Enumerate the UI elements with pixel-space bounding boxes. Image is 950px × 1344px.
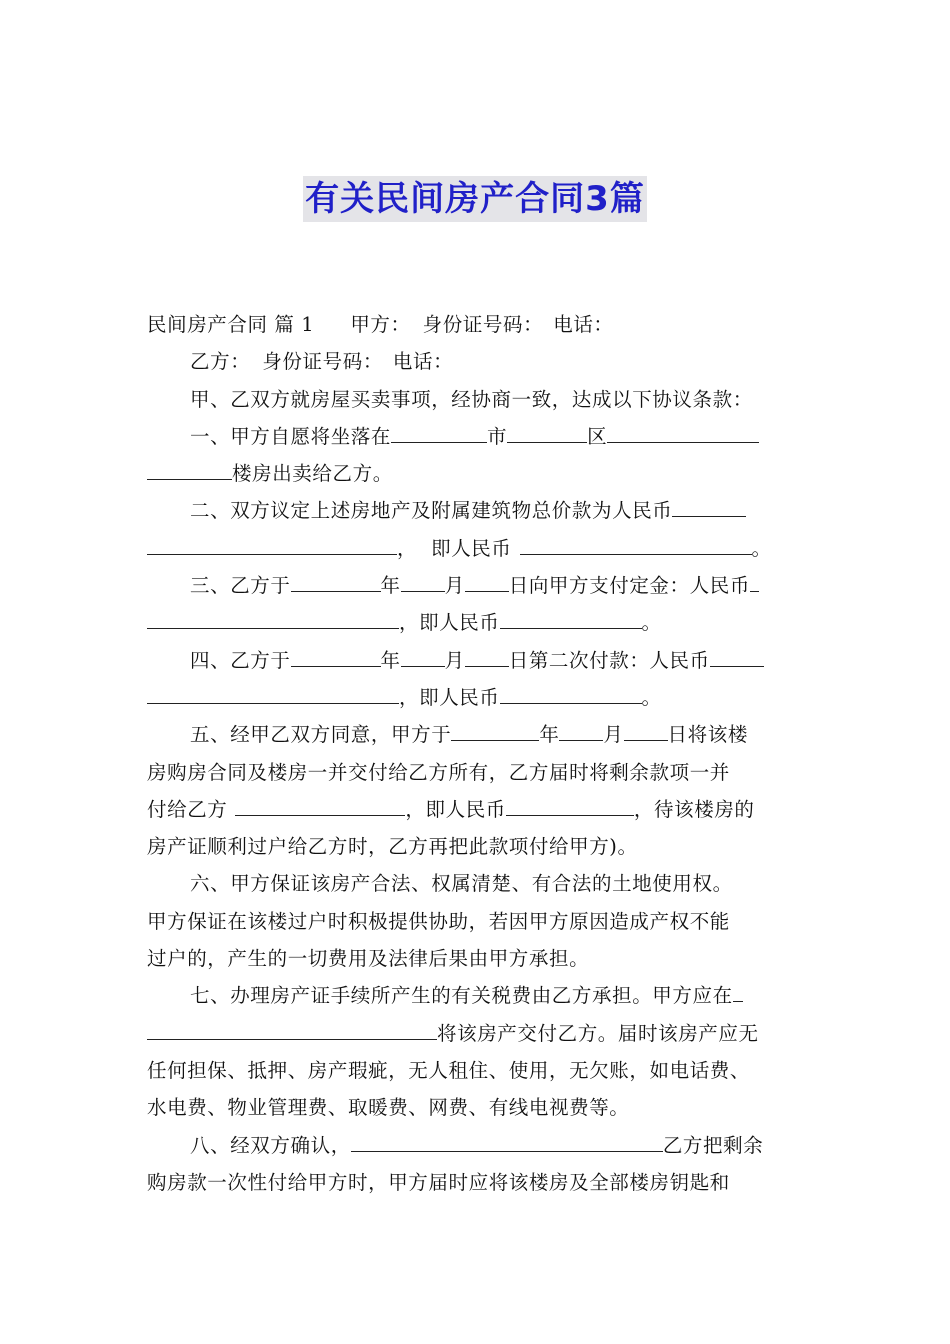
id-number-label: 身份证号码： <box>422 313 544 336</box>
fill-blank <box>147 681 399 704</box>
fill-blank <box>750 569 759 592</box>
clause-text: 月 <box>444 648 465 672</box>
clause-text: 将该房产交付乙方。届时该房产应无 <box>437 1021 759 1045</box>
clause-text: 四、乙方于 <box>190 648 291 672</box>
paragraph-line: 六、甲方保证该房产合法、权属清楚、有合法的土地使用权。 <box>190 872 733 896</box>
clause-text: 年 <box>539 723 560 747</box>
paragraph-line <box>147 343 812 380</box>
paragraph-line: 甲方保证在该楼过户时积极提供协助，若因甲方原因造成产权不能 <box>147 909 730 933</box>
fill-blank <box>520 532 752 555</box>
party-b-label: 乙方： <box>190 350 251 374</box>
clause-text: 乙方把剩余 <box>662 1133 764 1157</box>
clause-text: 市 <box>487 424 508 448</box>
clause-text: 即人民币 <box>431 536 512 560</box>
clause-text: 三、乙方于 <box>190 574 291 598</box>
clause-text: 月 <box>444 574 465 598</box>
clause-text: 楼房出卖给乙方。 <box>232 462 393 486</box>
clause-text: 一、甲方自愿将坐落在 <box>190 424 392 448</box>
clause-text: 七、办理房产证手续所产生的有关税费由乙方承担。甲方应在 <box>190 984 733 1008</box>
fill-blank <box>672 494 746 517</box>
clause-text: 日向甲方支付定金：人民币 <box>508 574 750 598</box>
paragraph-line <box>147 642 812 679</box>
clause-text: ，即人民币 <box>405 797 506 821</box>
paragraph-line: 房产证顺利过户给乙方时，乙方再把此款项付给甲方)。 <box>147 835 638 859</box>
paragraph-line <box>147 604 812 641</box>
clause-text: ，即人民币 <box>399 611 500 635</box>
paragraph-line <box>147 530 812 567</box>
paragraph-line <box>147 455 812 492</box>
clause-text: 区 <box>587 424 608 448</box>
paragraph-line <box>147 418 812 455</box>
fill-blank <box>235 793 405 816</box>
paragraph-line <box>147 1015 812 1052</box>
fill-blank <box>147 606 399 629</box>
fill-blank <box>291 644 381 667</box>
document-title: 有关民间房产合同3篇 <box>303 176 647 222</box>
paragraph-line <box>147 306 812 343</box>
clause-text: ，即人民币 <box>399 685 500 709</box>
paragraph-line: 水电费、物业管理费、取暖费、网费、有线电视费等。 <box>147 1096 630 1120</box>
clause-text: 。 <box>641 611 662 635</box>
fill-blank <box>559 718 603 741</box>
fill-blank <box>733 979 743 1002</box>
clause-text: 日将该楼 <box>667 723 748 747</box>
fill-blank <box>391 420 487 443</box>
paragraph-line <box>147 716 812 753</box>
clause-text: 日第二次付款：人民币 <box>508 648 710 672</box>
paragraph-line <box>147 791 812 828</box>
fill-blank <box>401 644 445 667</box>
clause-text: 二、双方议定上述房地产及附属建筑物总价款为人民币 <box>190 499 673 523</box>
paragraph-line <box>147 679 812 716</box>
paragraph-line: 购房款一次性付给甲方时，甲方届时应将该楼房及全部楼房钥匙和 <box>147 1170 730 1194</box>
phone-label: 电话： <box>392 350 454 374</box>
clause-text: ， <box>397 536 418 560</box>
fill-blank <box>147 532 397 555</box>
paragraph-line <box>147 492 812 529</box>
clause-text: 。 <box>751 536 772 560</box>
fill-blank <box>147 1017 437 1040</box>
clause-text: ，待该楼房的 <box>633 797 755 821</box>
clause-text: 五、经甲乙双方同意，甲方于 <box>190 723 452 747</box>
contract-heading: 民间房产合同 篇 1 <box>147 313 315 336</box>
clause-text: 八、经双方确认， <box>190 1133 351 1157</box>
fill-blank <box>506 793 634 816</box>
fill-blank <box>465 569 509 592</box>
party-a-label: 甲方： <box>350 313 411 336</box>
clause-text: 年 <box>380 574 401 598</box>
fill-blank <box>465 644 509 667</box>
fill-blank <box>624 718 668 741</box>
paragraph-line: 房购房合同及楼房一并交付给乙方所有，乙方届时将剩余款项一并 <box>147 760 730 784</box>
document-body <box>147 306 812 1201</box>
clause-text: 。 <box>641 685 662 709</box>
fill-blank <box>451 718 539 741</box>
paragraph-line <box>147 977 812 1014</box>
paragraph-line <box>147 567 812 604</box>
clause-text: 年 <box>380 648 401 672</box>
phone-label: 电话： <box>553 313 614 336</box>
paragraph-line: 过户的，产生的一切费用及法律后果由甲方承担。 <box>147 947 590 971</box>
fill-blank <box>500 681 642 704</box>
fill-blank <box>607 420 759 443</box>
paragraph-line: 任何担保、抵押、房产瑕疵，无人租住、使用，无欠账，如电话费、 <box>147 1058 751 1082</box>
fill-blank <box>351 1129 663 1152</box>
fill-blank <box>710 644 764 667</box>
paragraph-line <box>147 1127 812 1164</box>
paragraph-line: 甲、乙双方就房屋买卖事项，经协商一致，达成以下协议条款： <box>190 387 753 411</box>
fill-blank <box>291 569 381 592</box>
fill-blank <box>507 420 587 443</box>
fill-blank <box>401 569 445 592</box>
clause-text: 月 <box>603 723 624 747</box>
fill-blank <box>500 606 642 629</box>
fill-blank <box>147 457 232 480</box>
document-title-row <box>0 176 950 222</box>
clause-text: 付给乙方 <box>147 797 228 821</box>
id-number-label: 身份证号码： <box>262 350 383 374</box>
